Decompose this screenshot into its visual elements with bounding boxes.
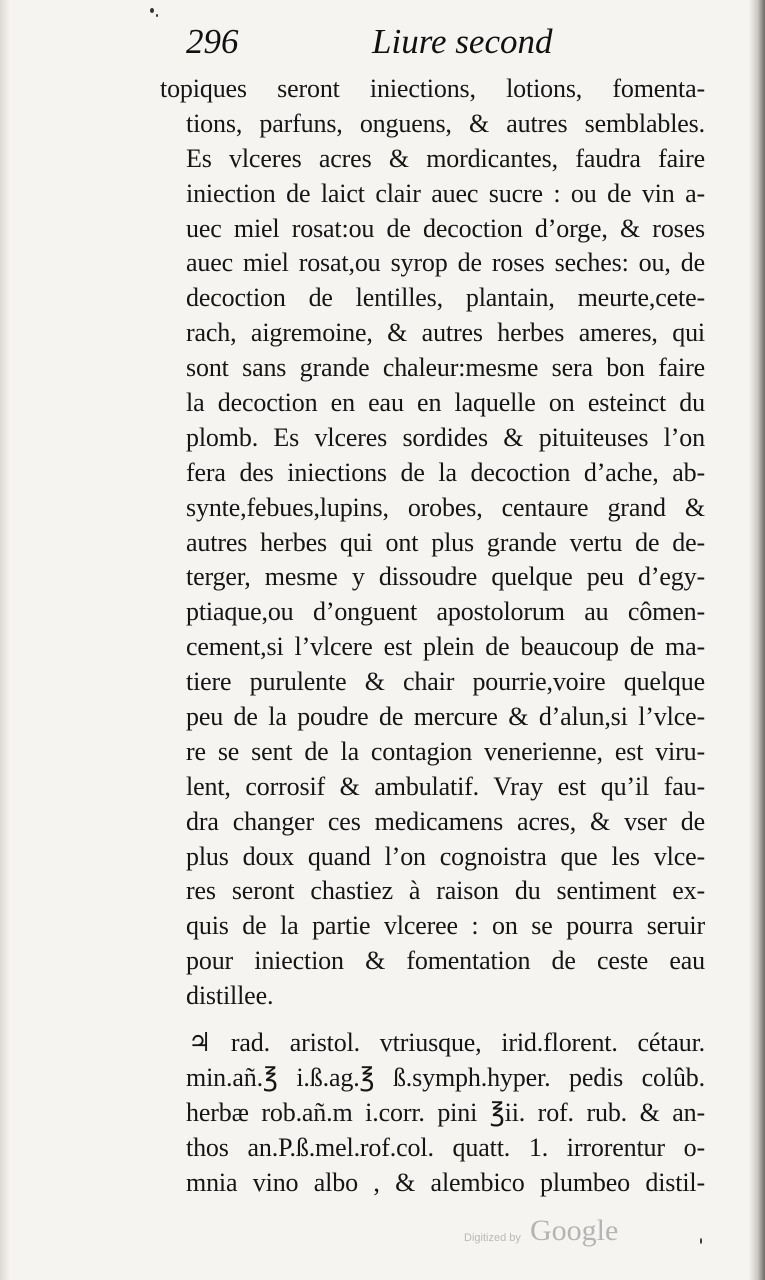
text-line: terger, mesme y dissoudre quelque peu d’egy- <box>186 562 705 592</box>
ink-speck <box>150 8 154 13</box>
text-line: plomb. Es vlceres sordides & pituiteuses l’on <box>186 422 705 452</box>
watermark-digitized-by: Digitized by <box>464 1232 521 1244</box>
text-line: plus doux quand l’on cognoistra que les vlce- <box>186 841 705 871</box>
text-line: auec miel rosat,ou syrop de roses seches: ou, de <box>186 248 705 278</box>
watermark-google-logo: Google <box>530 1214 619 1247</box>
text-line: res seront chastiez à raison du sentiment ex- <box>186 876 705 906</box>
ink-speck <box>700 1238 702 1244</box>
main-text <box>160 72 705 1201</box>
recipe-line: mnia vino albo , & alembico plumbeo distil- <box>186 1167 705 1197</box>
text-line: topiques seront iniections, lotions, fomenta- <box>160 74 705 103</box>
text-line: synte,febues,lupins, orobes, centaure grand & <box>186 492 705 522</box>
text-line: iniection de laict clair auec sucre : ou de vin a- <box>186 178 705 208</box>
text-line: quis de la partie vlceree : on se pourra seruir <box>186 911 705 941</box>
text-line: cement,si l’vlcere est plein de beaucoup de ma- <box>186 632 705 662</box>
text-line: peu de la poudre de mercure & d’alun,si l’vlce- <box>186 702 705 732</box>
text-line: pour iniection & fomentation de ceste eau <box>186 946 705 976</box>
recipe-block <box>160 1026 705 1200</box>
text-line: uec miel rosat:ou de decoction d’orge, & roses <box>186 213 705 243</box>
digitization-watermark <box>464 1214 724 1254</box>
text-line: rach, aigremoine, & autres herbes ameres, qui <box>186 318 705 348</box>
text-line: tions, parfuns, onguens, & autres semblables. <box>186 108 705 138</box>
text-line: distillee. <box>186 981 274 1011</box>
page-header <box>186 22 746 68</box>
text-line: Es vlceres acres & mordicantes, faudra faire <box>186 143 705 173</box>
recipe-line: ♃ rad. aristol. vtriusque, irid.florent. cétaur. <box>188 1028 705 1058</box>
page-number: 296 <box>186 22 239 61</box>
recipe-line: herbæ rob.añ.m i.corr. pini ℥ii. rof. rub. & an- <box>186 1097 705 1127</box>
text-line: decoction de lentilles, plantain, meurte,cete- <box>186 283 705 313</box>
text-line: la decoction en eau en laquelle on esteinct du <box>186 388 705 418</box>
running-title: Liure second <box>372 22 553 61</box>
recipe-line: thos an.P.ß.mel.rof.col. quatt. 1. irrorentur o- <box>186 1132 705 1162</box>
text-line: lent, corrosif & ambulatif. Vray est qu’il fau- <box>186 771 705 801</box>
recipe-line: min.añ.℥ i.ß.ag.℥ ß.symph.hyper. pedis colûb. <box>186 1062 705 1092</box>
text-line: dra changer ces medicamens acres, & vser de <box>186 806 705 836</box>
text-line: ptiaque,ou d’onguent apostolorum au cômen- <box>186 597 705 627</box>
page-edge-shadow <box>749 0 765 1280</box>
text-line: sont sans grande chaleur:mesme sera bon faire <box>186 353 705 383</box>
ink-speck <box>156 14 158 17</box>
text-line: autres herbes qui ont plus grande vertu de de- <box>186 527 705 557</box>
text-line: tiere purulente & chair pourrie,voire quelque <box>186 667 705 697</box>
text-line: fera des iniections de la decoction d’ache, ab- <box>186 457 705 487</box>
text-line: re se sent de la contagion venerienne, est viru- <box>186 736 705 766</box>
page-gutter-shadow <box>0 0 10 1280</box>
